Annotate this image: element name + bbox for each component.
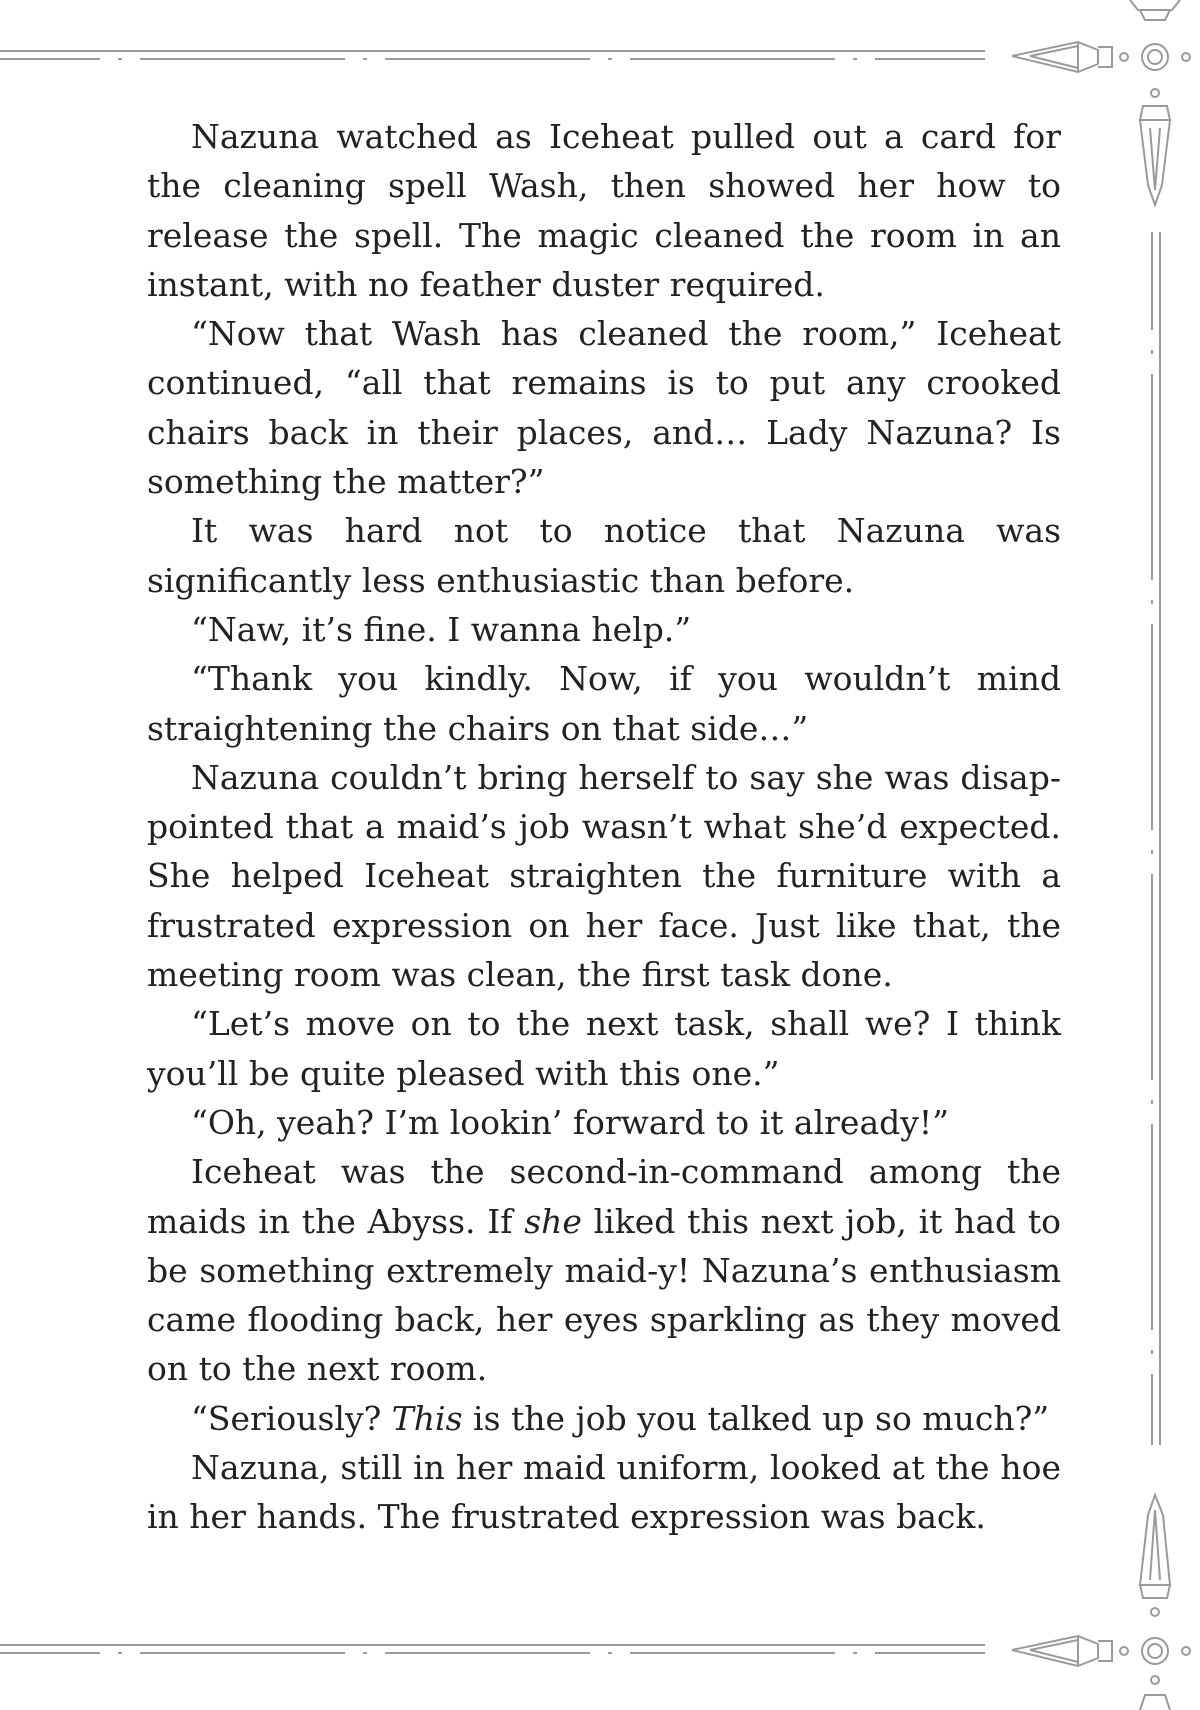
crystal-ornament-icon [1140,1676,1170,1710]
text-run: “Naw, it’s fine. I wanna help.” [191,609,692,649]
text-run: Nazuna, still in her maid uniform, looked at the hoe in her hands. The frustrated expression was back. [147,1448,1061,1537]
paragraph [147,753,1061,999]
text-run: “Seriously? [191,1398,392,1438]
ring-ornament-icon [1142,1638,1190,1664]
text-run: liked this next job, it had to be something extremely maid-y! Nazuna’s enthusiasm came flooding back, her eyes sparkling as they moved on to the next room. [147,1201,1061,1389]
emphasis-text: she [524,1201,582,1241]
body-text [147,112,1061,1542]
crystal-ornament-icon [1130,0,1180,20]
bottom-border-rule [0,1645,985,1653]
crystal-ornament-icon [1012,42,1128,72]
crystal-ornament-icon [1140,89,1170,205]
text-run: “Oh, yeah? I’m lookin’ forward to it already!” [191,1102,950,1142]
text-run: “Let’s move on to the next task, shall we? I think you’ll be quite pleased with this one.” [147,1004,1061,1093]
paragraph [147,506,1061,605]
text-run: “Now that Wash has cleaned the room,” Iceheat continued, “all that remains is to put any crooked chairs back in their places, and… Lady Nazuna? Is something the matter?” [147,314,1061,502]
paragraph [147,1394,1061,1443]
paragraph [147,309,1061,506]
text-run: is the job you talked up so much?” [462,1398,1050,1438]
crystal-ornament-icon [1140,1495,1170,1616]
text-run: Nazuna watched as Iceheat pulled out a card for the cleaning spell Wash, then showed her how to release the spell. The magic cleaned the room in an instant, with no feather duster required. [147,117,1061,304]
top-border-rule [0,51,985,59]
text-run: Nazuna couldn’t bring herself to say she was disappointed that a maid’s job wasn’t what she’d expected. She helped Iceheat straighten the furniture with a frustrated expression on her face. Just like that, the meeting room was clean, the first task done. [147,757,1061,995]
right-border-rule [1152,232,1160,1445]
paragraph [147,1443,1061,1542]
text-run: Iceheat was the second-in-command among the maids in the Abyss. If [147,1152,1061,1241]
paragraph [147,654,1061,753]
text-run: It was hard not to notice that Nazuna was significantly less enthusiastic than before. [147,511,1061,600]
paragraph [147,112,1061,309]
text-run: “Thank you kindly. Now, if you wouldn’t mind straightening the chairs on that side…” [147,659,1061,748]
paragraph [147,999,1061,1098]
paragraph [147,1098,1061,1147]
crystal-ornament-icon [1012,1636,1128,1666]
paragraph [147,605,1061,654]
paragraph [147,1147,1061,1393]
emphasis-text: This [391,1398,463,1438]
ring-ornament-icon [1142,44,1190,70]
